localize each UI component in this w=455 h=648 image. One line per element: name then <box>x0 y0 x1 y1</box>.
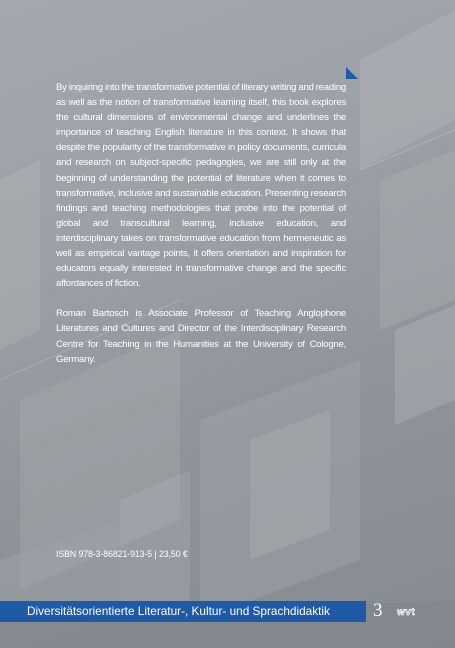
series-volume-number: 3 <box>373 600 383 621</box>
author-biography: Roman Bartosch is Associate Professor of Teaching Anglophone Literatures and Cultures and Director of the Interdisciplinary Research Centre for Teaching in the Humanities at the University of Cologne, Germany. <box>56 308 346 365</box>
isbn-price: ISBN 978-3-86821-913-5 | 23,50 € <box>56 549 188 559</box>
corner-triangle-mark <box>346 67 358 79</box>
svg-text:wvt: wvt <box>397 607 416 617</box>
series-title: Diversitätsorientierte Literatur-, Kultur- und Sprachdidaktik <box>27 604 330 618</box>
book-description: By inquiring into the transformative potential of literary writing and reading as well as the notion of transformative learning itself, this book explores the cultural dimensions of environmental change and underlines the importance of teaching English literature in this context. It shows that despite the popularity of the transformative in policy documents, curricula and research on subject-specific pedagogies, we are still only at the beginning of understanding the potential of literature when it comes to transformative, inclusive and sustainable education. Presenting research findings and teaching methodologies that probe into the potential of global and transcultural learning, inclusive education, and interdisciplinary takes on transformative education from hermeneutic as well as empirical vantage points, it offers orientation and inspiration for educators equally interested in transformative change and the specific affordances of fiction. <box>56 82 346 290</box>
back-cover-text <box>56 80 346 382</box>
wvt-publisher-logo <box>397 606 423 617</box>
